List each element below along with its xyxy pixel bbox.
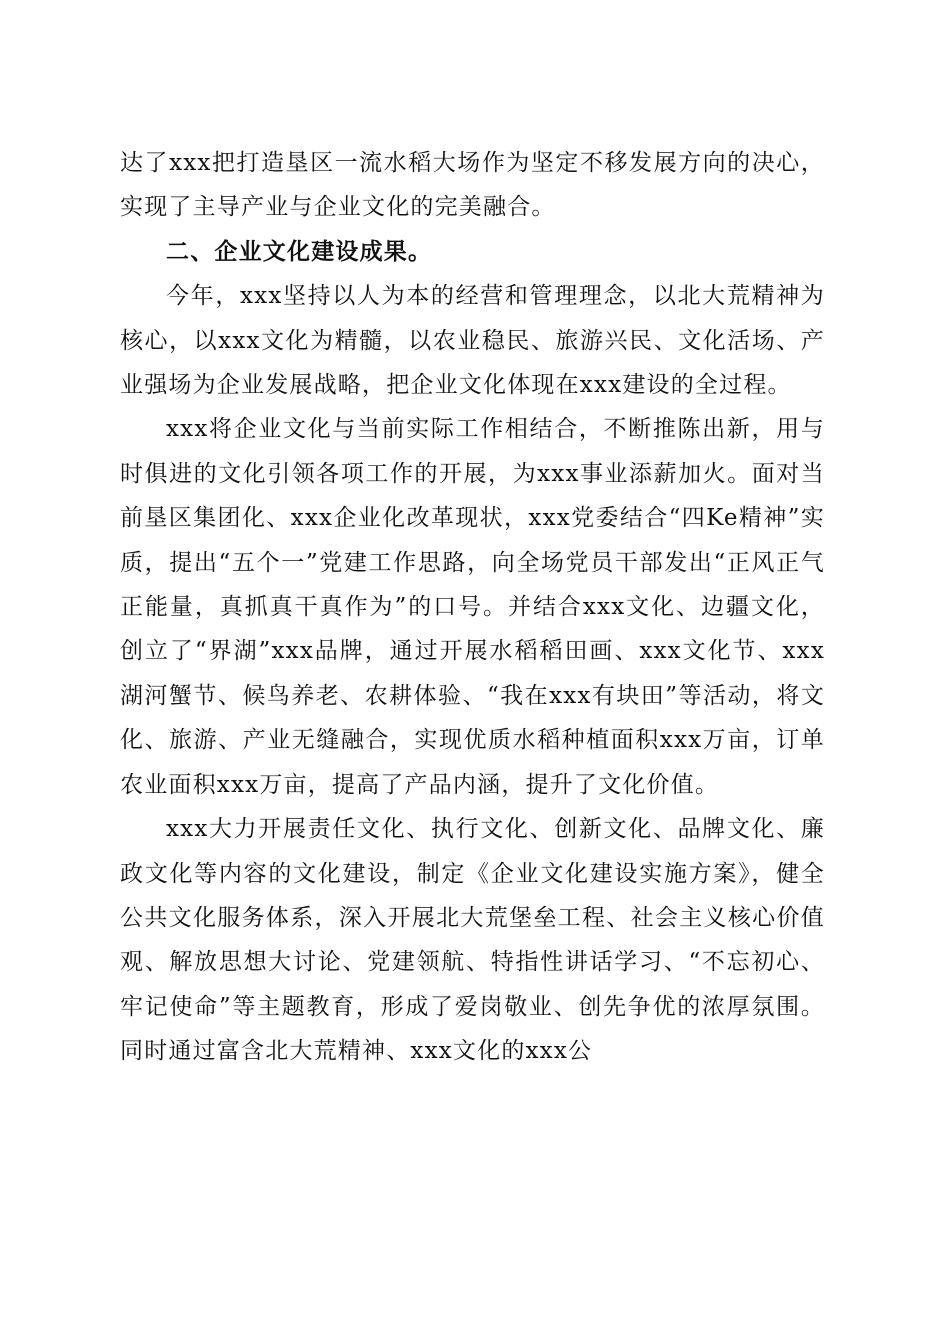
paragraph-1: 今年，xxx坚持以人为本的经营和管理理念，以北大荒精神为核心，以xxx文化为精髓，以农业稳民、旅游兴民、文化活场、产业强场为企业发展战略，把企业文化体现在xxx建设的全过程。 — [120, 283, 825, 399]
section-heading: 二、企业文化建设成果。 — [166, 238, 433, 265]
paragraph-2: xxx将企业文化与当前实际工作相结合，不断推陈出新，用与时俱进的文化引领各项工作的开展，为xxx事业添薪加火。面对当前垦区集团化、xxx企业化改革现状，xxx党委结合“四Ke精神”实质，提出“五个一”党建工作思路，向全场党员干部发出“正风正气正能量，真抓真干真作为”的口号。并结合xxx文化、边疆文化，创立了“界湖”xxx品牌，通过开展水稻稻田画、xxx文化节、xxx湖河蟹节、候鸟养老、农耕体验、“我在xxx有块田”等活动，将文化、旅游、产业无缝融合，实现优质水稻种植面积xxx万亩，订单农业面积xxx万亩，提高了产品内涵，提升了文化价值。 — [120, 416, 825, 798]
paragraph-3: xxx大力开展责任文化、执行文化、创新文化、品牌文化、廉政文化等内容的文化建设，制定《企业文化建设实施方案》，健全公共文化服务体系，深入开展北大荒堡垒工程、社会主义核心价值观、解放思想大讨论、党建领航、特指性讲话学习、“不忘初心、牢记使命”等主题教育，形成了爱岗敬业、创先争优的浓厚氛围。同时通过富含北大荒精神、xxx文化的xxx公 — [120, 816, 825, 1065]
continued-paragraph: 达了xxx把打造垦区一流水稻大场作为坚定不移发展方向的决心，实现了主导产业与企业文化的完美融合。 — [120, 150, 825, 221]
document-body — [120, 141, 825, 1074]
